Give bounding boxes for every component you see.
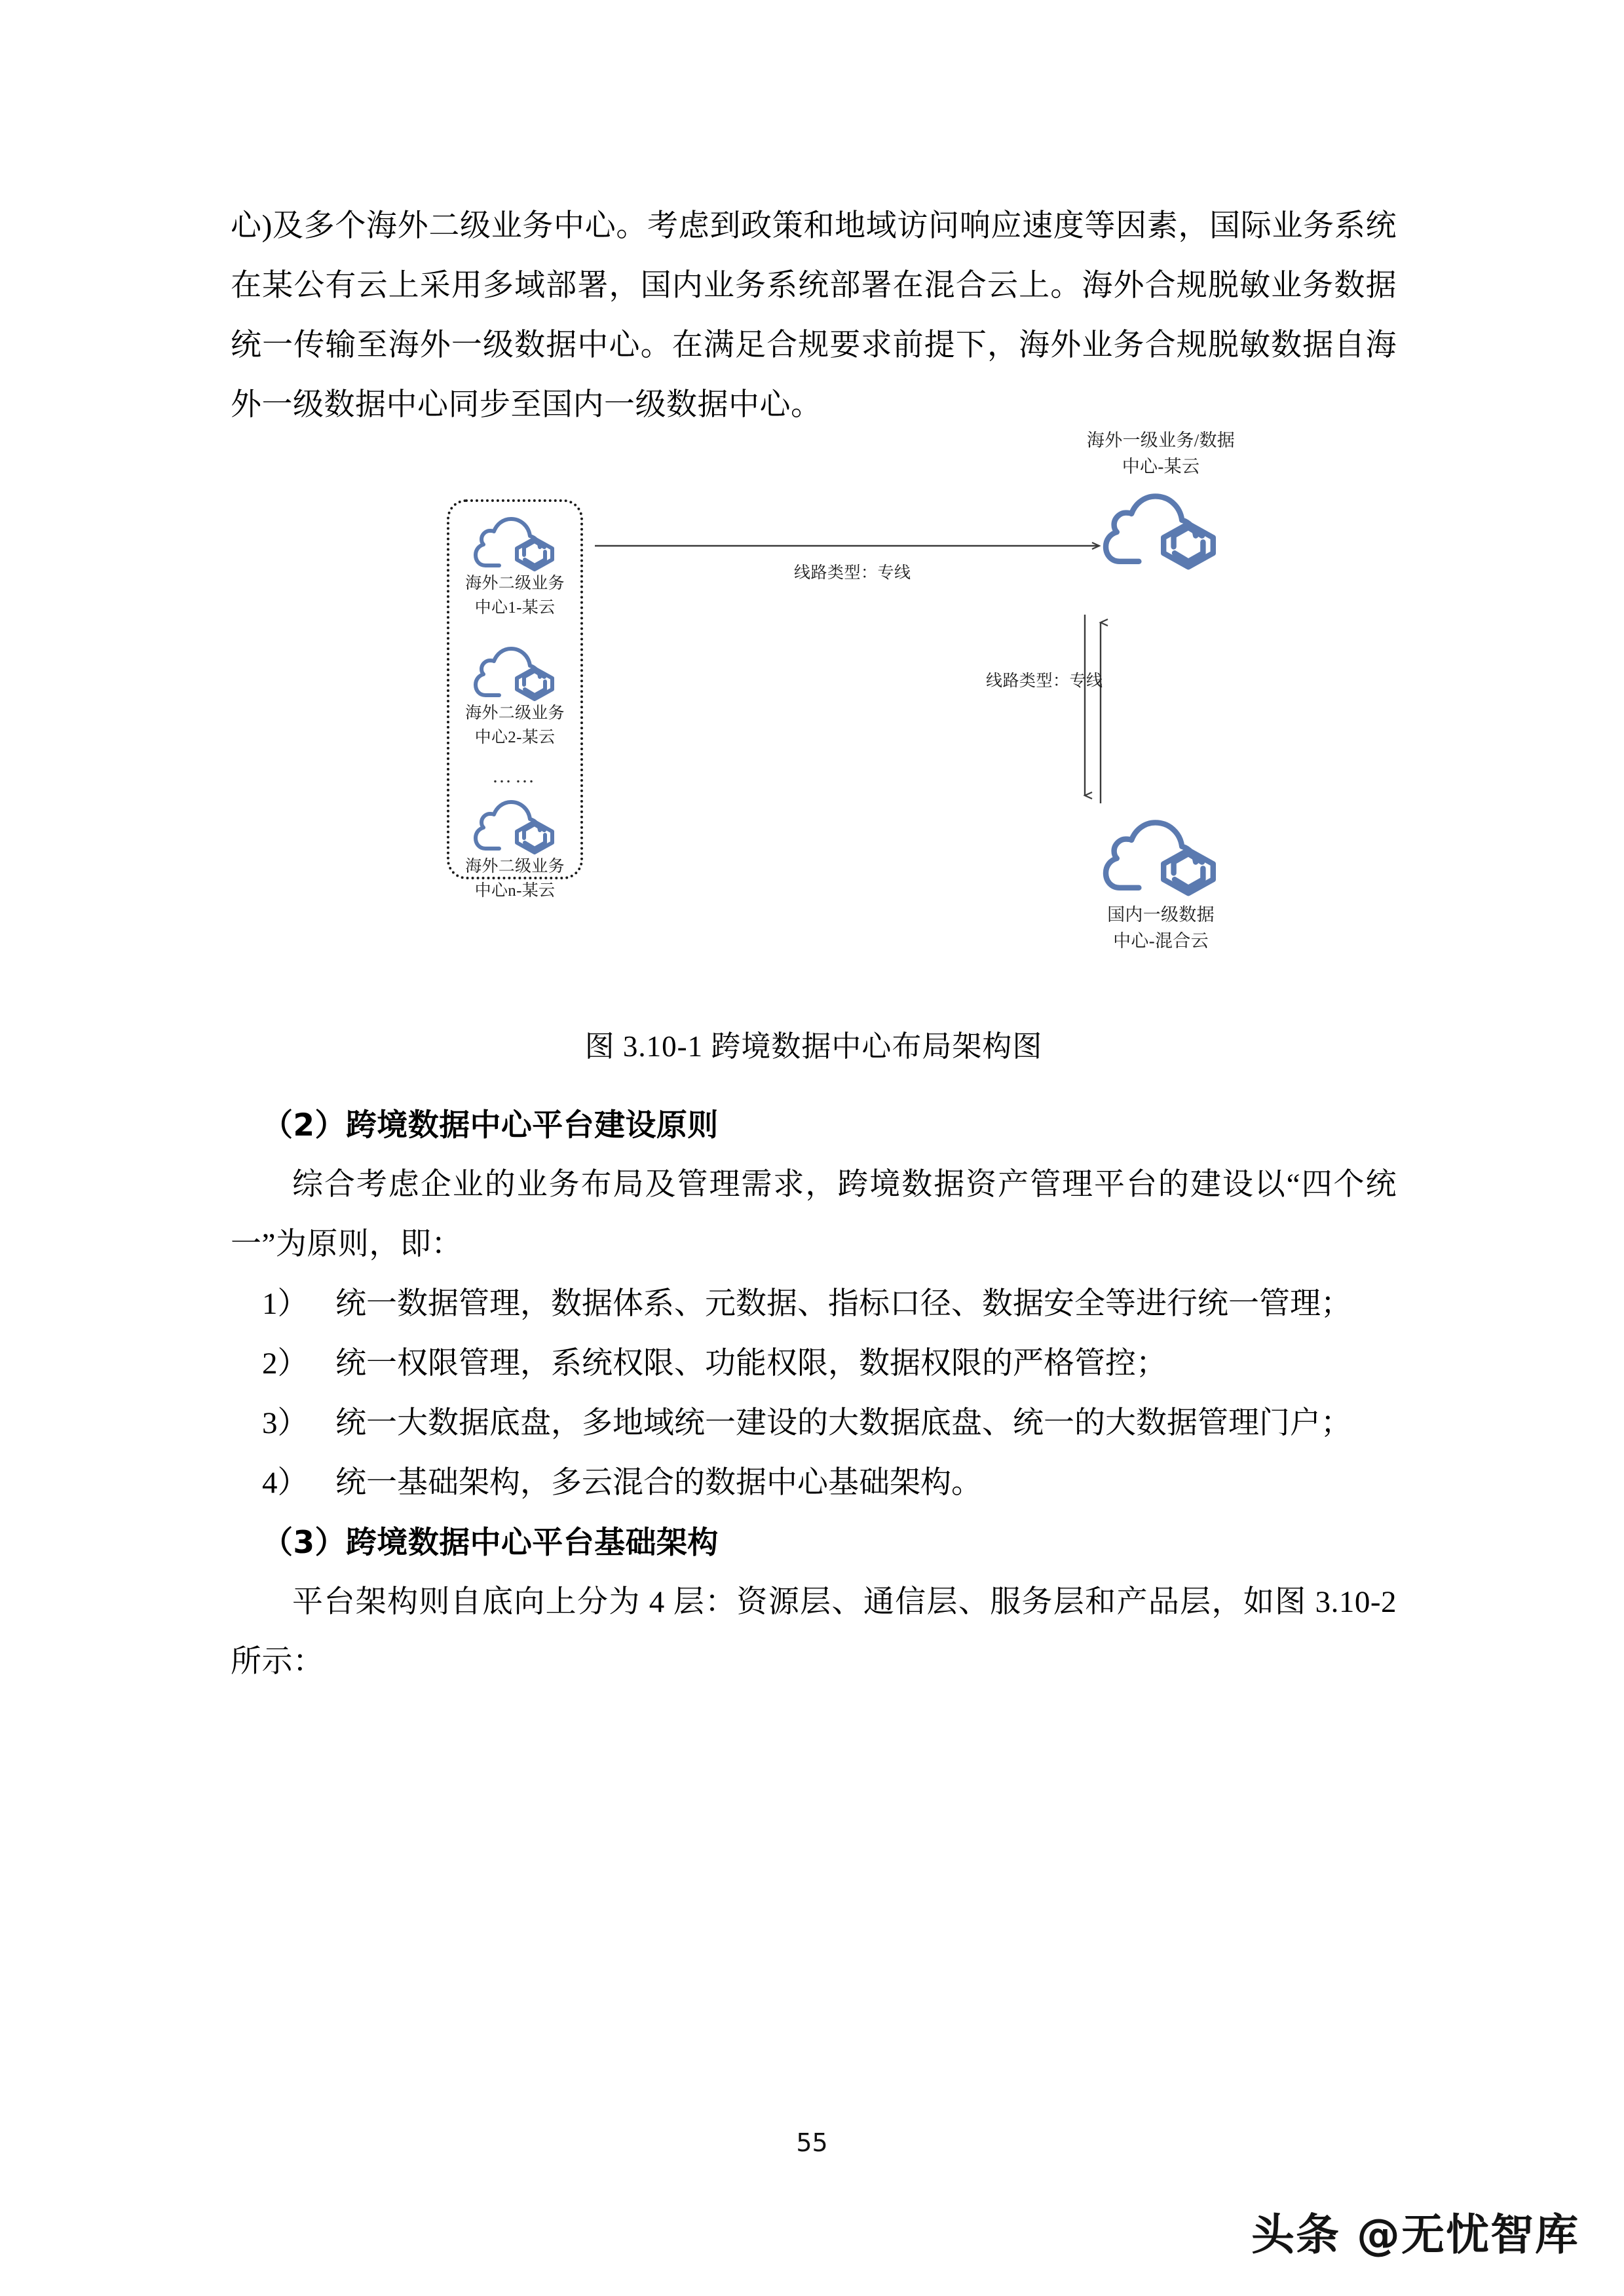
watermark: 头条 @无忧智库 — [1251, 2210, 1579, 2260]
node-ellipsis: …… — [492, 765, 538, 787]
edge-overseas-l1-to-domestic-arrows — [1076, 615, 1115, 806]
edge-label-overseas-l1-to-domestic: 线路类型：专线 — [986, 672, 1103, 690]
page-body-bottom — [231, 1096, 1397, 1882]
node-label-line2: 中心-混合云 — [1113, 931, 1209, 951]
list-item-text: 统一数据管理，数据体系、元数据、指标口径、数据安全等进行统一管理； — [335, 1287, 1351, 1321]
node-label-line2: 中心2-某云 — [474, 729, 556, 746]
node-overseas-l2-n — [443, 794, 587, 903]
figure-3-10-1 — [231, 426, 1397, 1016]
node-label-line1: 海外二级业务 — [465, 858, 565, 875]
list-item-text: 统一大数据底盘，多地域统一建设的大数据底盘、统一的大数据管理门户； — [335, 1406, 1351, 1440]
node-label-line1: 海外一级业务/数据 — [1086, 430, 1236, 450]
principles-list — [231, 1274, 1397, 1513]
node-label-line1: 海外二级业务 — [465, 704, 565, 722]
cloud-icon — [1101, 811, 1220, 896]
node-label-line2: 中心1-某云 — [474, 599, 556, 617]
list-item — [231, 1453, 1397, 1513]
heading-principles: （2）跨境数据中心平台建设原则 — [262, 1107, 719, 1143]
page-body-top — [231, 197, 1397, 439]
list-item-marker: 4） — [262, 1466, 309, 1500]
node-label-line1: 海外二级业务 — [465, 575, 565, 592]
list-item — [231, 1394, 1397, 1453]
paragraph-intro: 心)及多个海外二级业务中心。考虑到政策和地域访问响应速度等因素，国际业务系统在某公有云上采用多域部署，国内业务系统部署在混合云上。海外合规脱敏业务数据统一传输至海外一级数据中心。在满足合规要求前提下，海外业务合规脱敏数据自海外一级数据中心同步至国内一级数据中心。 — [231, 209, 1397, 422]
node-overseas-l2-2 — [443, 641, 587, 750]
cloud-icon — [1101, 485, 1220, 570]
node-label-line1: 国内一级数据 — [1107, 905, 1215, 925]
list-item-text: 统一基础架构，多云混合的数据中心基础架构。 — [335, 1466, 982, 1500]
page-number: 55 — [796, 2128, 828, 2157]
paragraph-architecture: 平台架构则自底向上分为 4 层：资源层、通信层、服务层和产品层，如图 3.10-2 所示： — [231, 1585, 1397, 1679]
heading-architecture: （3）跨境数据中心平台基础架构 — [262, 1525, 719, 1561]
node-overseas-l1 — [1063, 427, 1259, 570]
edge-overseas-l2-to-l1-arrow — [595, 536, 1112, 556]
node-label-line2: 中心-某云 — [1122, 457, 1200, 476]
list-item-marker: 3） — [262, 1406, 309, 1440]
cloud-icon — [472, 794, 557, 854]
node-overseas-l2-1 — [443, 511, 587, 620]
list-item — [231, 1334, 1397, 1394]
paragraph-principles-intro: 综合考虑企业的业务布局及管理需求，跨境数据资产管理平台的建设以“四个统一”为原则，即： — [231, 1168, 1397, 1261]
node-label-line2: 中心n-某云 — [474, 882, 556, 900]
list-item — [231, 1274, 1397, 1334]
list-item-marker: 2） — [262, 1347, 309, 1381]
figure-caption: 图 3.10-1 跨境数据中心布局架构图 — [584, 1030, 1043, 1063]
list-item-marker: 1） — [262, 1287, 309, 1321]
cloud-icon — [472, 511, 557, 571]
edge-label-overseas-l2-to-l1: 线路类型：专线 — [794, 564, 911, 582]
cloud-icon — [472, 641, 557, 701]
list-item-text: 统一权限管理，系统权限、功能权限，数据权限的严格管控； — [335, 1347, 1167, 1381]
node-domestic-l1 — [1063, 811, 1259, 954]
